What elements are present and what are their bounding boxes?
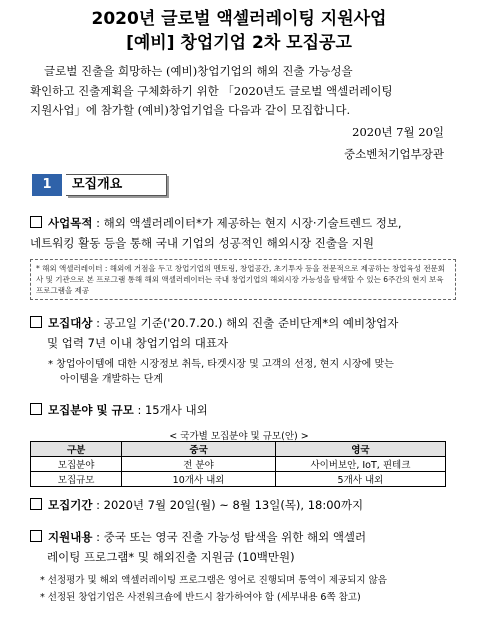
support-footnote-2: * 선정된 창업기업은 사전워크숍에 반드시 참가하여야 함 (세부내용 6쪽 참고) bbox=[40, 592, 361, 603]
scope-text: : 15개사 내외 bbox=[137, 403, 208, 417]
table-cell: 사이버보안, IoT, 핀테크 bbox=[275, 457, 445, 472]
purpose-label: 사업목적 bbox=[48, 216, 93, 230]
checkbox-square-icon bbox=[30, 530, 42, 542]
table-header-cell: 구분 bbox=[31, 442, 122, 457]
checkbox-square-icon bbox=[30, 216, 42, 228]
intro-paragraph bbox=[30, 62, 454, 121]
support-footnote-1: * 선정평가 및 해외 액셀러레이팅 프로그램은 영어로 진행되며 통역이 제공되지 않음 bbox=[40, 575, 387, 586]
table-row bbox=[31, 472, 446, 487]
purpose-note: * 해외 액셀러레이터 : 해외에 거점을 두고 창업기업의 멘토링, 창업공간, 초기투자 등을 전문적으로 제공하는 창업육성 전문회사 및 기관으로 본 프로그램 통해 해외 액셀러레이터는 국내 창업기업의 해외시장 가능성을 탐색할 수 있는 6주간의 현지 보육 프로그램을 제공 bbox=[30, 259, 456, 300]
table-header-cell: 중국 bbox=[122, 442, 276, 457]
intro-line-1: 글로벌 진출을 희망하는 (예비)창업기업의 해외 진출 가능성을 bbox=[44, 64, 353, 78]
support-item bbox=[30, 527, 450, 567]
section-heading bbox=[32, 174, 160, 196]
section-number: 1 bbox=[32, 174, 62, 196]
issuing-organization: 중소벤처기업부장관 bbox=[344, 147, 444, 161]
table-header-row bbox=[31, 442, 446, 457]
title-line-1: 2020년 글로벌 액셀러레이팅 지원사업 bbox=[91, 9, 387, 29]
checkbox-square-icon bbox=[30, 403, 42, 415]
scope-item bbox=[30, 400, 450, 420]
target-sub-1: * 창업아이템에 대한 시장정보 취득, 타겟시장 및 고객의 선정, 현지 시장에 맞는 bbox=[48, 359, 394, 370]
table-caption: < 국가별 모집분야 및 규모(안) > bbox=[169, 431, 309, 442]
support-text-1: : 중국 또는 영국 진출 가능성 탐색을 위한 해외 액셀러 bbox=[96, 530, 367, 544]
purpose-text-2: 네트워킹 활동 등을 통해 국내 기업의 성공적인 해외시장 진출을 지원 bbox=[30, 236, 374, 250]
table-cell: 모집분야 bbox=[31, 457, 122, 472]
target-subnote bbox=[48, 357, 448, 387]
table-cell: 5개사 내외 bbox=[275, 472, 445, 487]
purpose-text-1: : 해외 액셀러레이터*가 제공하는 현지 시장·기술트렌드 정보, bbox=[96, 216, 402, 230]
checkbox-square-icon bbox=[30, 316, 42, 328]
support-label: 지원내용 bbox=[48, 530, 93, 544]
period-label: 모집기간 bbox=[48, 498, 93, 512]
table-row bbox=[31, 457, 446, 472]
table-cell: 10개사 내외 bbox=[122, 472, 276, 487]
section-title: 모집개요 bbox=[66, 174, 167, 196]
scope-label: 모집분야 및 규모 bbox=[48, 403, 134, 417]
intro-line-3: 지원사업」에 참가할 (예비)창업기업을 다음과 같이 모집합니다. bbox=[30, 103, 351, 117]
support-text-2: 레이팅 프로그램* 및 해외진출 지원금 (10백만원) bbox=[47, 550, 295, 564]
target-label: 모집대상 bbox=[48, 316, 93, 330]
table-cell: 모집규모 bbox=[31, 472, 122, 487]
title-line-2: [예비] 창업기업 2차 모집공고 bbox=[126, 33, 352, 53]
purpose-item bbox=[30, 213, 450, 253]
target-sub-2: 아이템을 개발하는 단계 bbox=[60, 374, 163, 385]
target-text-1: : 공고일 기준('20.7.20.) 해외 진출 준비단계*의 예비창업자 bbox=[96, 316, 399, 330]
period-item bbox=[30, 495, 450, 515]
period-text: : 2020년 7월 20일(월) ~ 8월 13일(목), 18:00까지 bbox=[96, 498, 364, 512]
target-text-2: 및 업력 7년 이내 창업기업의 대표자 bbox=[47, 336, 229, 350]
recruitment-table bbox=[30, 441, 446, 487]
table-header-cell: 영국 bbox=[275, 442, 445, 457]
announcement-date: 2020년 7월 20일 bbox=[352, 125, 444, 139]
target-item bbox=[30, 313, 450, 353]
table-cell: 전 분야 bbox=[122, 457, 276, 472]
intro-line-2: 확인하고 진출계획을 구체화하기 위한 「2020년도 글로벌 액셀러레이팅 bbox=[30, 83, 393, 98]
checkbox-square-icon bbox=[30, 498, 42, 510]
